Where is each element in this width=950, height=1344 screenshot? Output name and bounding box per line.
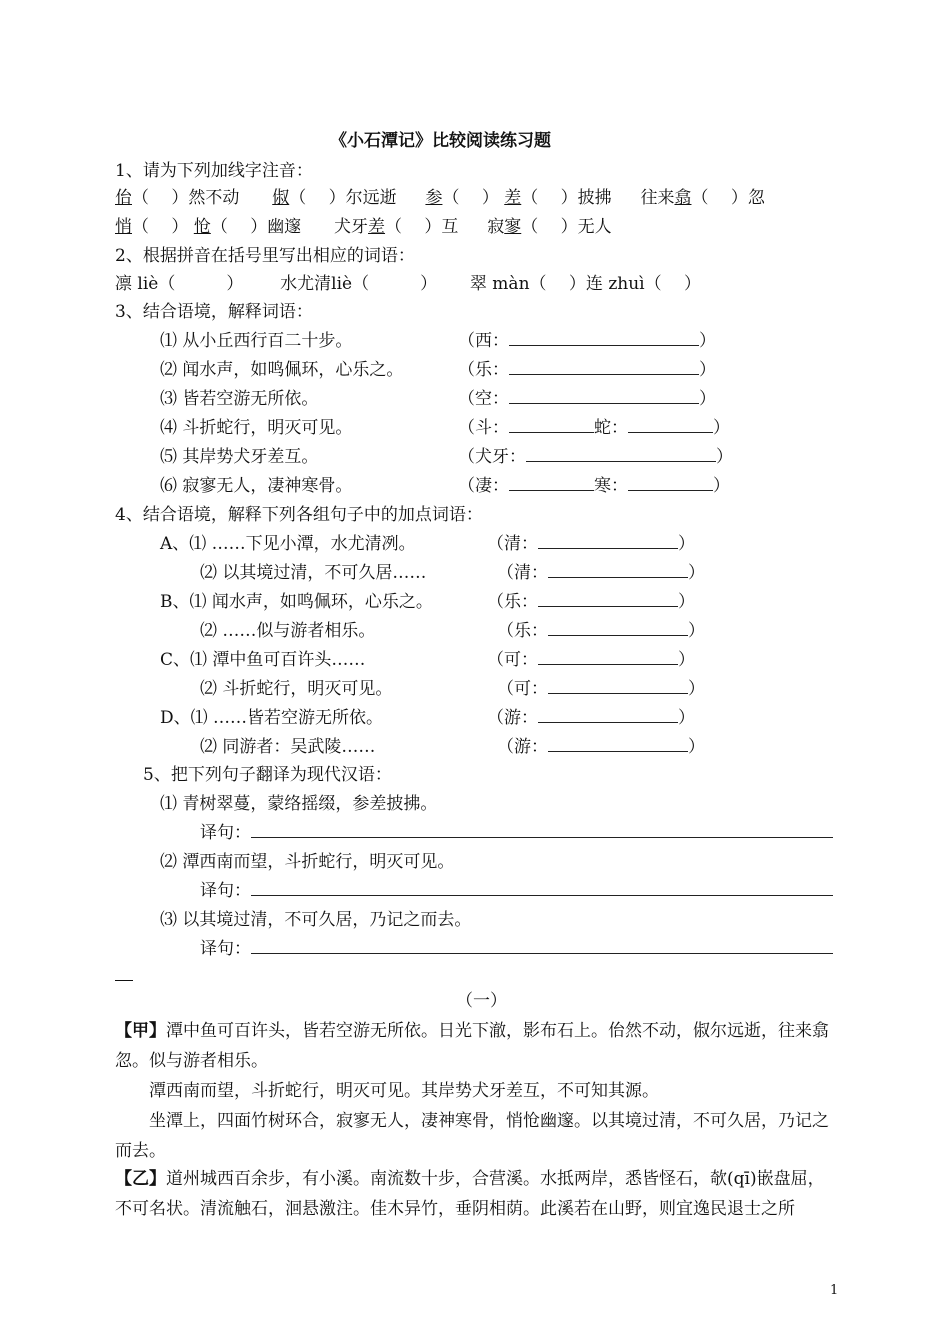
q5-translation: 译句： [200, 822, 833, 844]
passage-jia-1: 【甲】潭中鱼可百许头，皆若空游无所依。日光下澈，影布石上。佁然不动，俶尔远逝，往来翕忽。似与游者相乐。 [115, 1021, 829, 1071]
answer-blank[interactable] [538, 707, 678, 723]
q4-gloss: （清： ） [487, 534, 695, 554]
translation-blank[interactable] [251, 880, 833, 896]
answer-blank[interactable] [538, 649, 678, 665]
q3-sentence: ⑵ 闻水声，如鸣佩环，心乐之。 [160, 360, 404, 380]
q2-item: 水尤清liè（ ） [280, 274, 438, 294]
q1-prompt: 1、请为下列加线字注音： [115, 161, 313, 181]
answer-blank[interactable] [538, 591, 678, 607]
q5-translation: 译句： [200, 880, 833, 902]
answer-blank[interactable] [548, 736, 688, 752]
q1-item: 犬牙差（ ）互 [334, 217, 459, 237]
section-heading: （一） [456, 991, 507, 1011]
q4-prompt: 4、结合语境，解释下列各组句子中的加点词语： [115, 505, 483, 525]
q5-prompt: 5、把下列句子翻译为现代汉语： [143, 765, 392, 785]
q4-gloss: （可： ） [497, 679, 705, 699]
q4-sentence: ⑵ 以其境过清，不可久居…… [200, 563, 427, 583]
q3-gloss: （犬牙： ） [458, 447, 733, 467]
q3-gloss: （凄： 寒： ） [458, 476, 730, 496]
q4-gloss: （游： ） [497, 737, 705, 757]
q1-item: 寂寥（ ）无人 [487, 217, 612, 237]
q1-item: 怆（ ）幽邃 [193, 217, 302, 237]
q2-item: 凛 liè（ ） [115, 274, 244, 294]
q1-item: 佁（ ）然不动 [115, 188, 240, 208]
q4-sentence: ⑵ 同游者：吴武陵…… [200, 737, 376, 757]
q4-gloss: （乐： ） [497, 621, 705, 641]
q4-gloss: （清： ） [497, 563, 705, 583]
q1-item: 俶（ ）尔远逝 [272, 188, 397, 208]
passage-jia-3: 坐潭上，四面竹树环合，寂寥无人，凄神寒骨，悄怆幽邃。以其境过清，不可久居，乃记之而去。 [115, 1111, 829, 1161]
q1-item: 差（ ）披拂 [504, 188, 612, 208]
q4-sentence: ⑵ ……似与游者相乐。 [200, 621, 376, 641]
q3-gloss: （斗： 蛇： ） [458, 418, 730, 438]
divider-dash [115, 980, 133, 981]
q3-gloss: （空： ） [458, 389, 716, 409]
page-title: 《小石潭记》比较阅读练习题 [330, 131, 551, 151]
q5-sentence: ⑶ 以其境过清，不可久居，乃记之而去。 [160, 910, 472, 930]
translation-blank[interactable] [251, 822, 833, 838]
answer-blank[interactable] [628, 475, 713, 491]
answer-blank[interactable] [509, 475, 594, 491]
q1-row1 [115, 187, 765, 209]
answer-blank[interactable] [526, 446, 716, 462]
q4-gloss: （可： ） [487, 650, 695, 670]
answer-blank[interactable] [509, 359, 699, 375]
page-number: 1 [830, 1283, 839, 1298]
q4-sentence: B、⑴ 闻水声，如鸣佩环，心乐之。 [160, 592, 433, 612]
q3-sentence: ⑶ 皆若空游无所依。 [160, 389, 319, 409]
q3-prompt: 3、结合语境，解释词语： [115, 302, 313, 322]
answer-blank[interactable] [538, 533, 678, 549]
q4-sentence: ⑵ 斗折蛇行，明灭可见。 [200, 679, 393, 699]
q1-row2 [115, 216, 612, 238]
q2-item: 翠 màn（ ）连 zhuì（ ） [469, 274, 702, 294]
passage-yi-1: 【乙】道州城西百余步，有小溪。南流数十步，合营溪。水抵两岸，悉皆怪石，欹(qī)嵌盘屈，不可名状。清流触石，洄悬激注。佳木异竹，垂阴相荫。此溪若在山野，则宜逸民退士之所 [115, 1169, 825, 1219]
q3-sentence: ⑹ 寂寥无人，凄神寒骨。 [160, 476, 353, 496]
q4-gloss: （乐： ） [487, 592, 695, 612]
q3-gloss: （乐： ） [458, 360, 716, 380]
q4-sentence: C、⑴ 潭中鱼可百许头…… [160, 650, 366, 670]
answer-blank[interactable] [509, 417, 594, 433]
answer-blank[interactable] [548, 678, 688, 694]
q5-sentence: ⑴ 青树翠蔓，蒙络摇缀，参差披拂。 [160, 794, 438, 814]
q3-sentence: ⑸ 其岸势犬牙差互。 [160, 447, 319, 467]
q4-sentence: A、⑴ ……下见小潭，水尤清冽。 [160, 534, 416, 554]
q1-item: 往来翕（ ）忽 [640, 188, 765, 208]
q5-translation: 译句： [200, 938, 833, 960]
passage-jia-2: 潭西南而望，斗折蛇行，明灭可见。其岸势犬牙差互，不可知其源。 [149, 1081, 659, 1101]
answer-blank[interactable] [548, 562, 688, 578]
q3-sentence: ⑴ 从小丘西行百二十步。 [160, 331, 353, 351]
q1-item: 参（ ） [425, 188, 499, 208]
answer-blank[interactable] [509, 388, 699, 404]
translation-blank[interactable] [251, 938, 833, 954]
q2-row [115, 273, 701, 295]
q4-sentence: D、⑴ ……皆若空游无所依。 [160, 708, 384, 728]
q5-sentence: ⑵ 潭西南而望，斗折蛇行，明灭可见。 [160, 852, 455, 872]
q2-prompt: 2、根据拼音在括号里写出相应的词语： [115, 246, 415, 266]
answer-blank[interactable] [509, 330, 699, 346]
q3-gloss: （西： ） [458, 331, 716, 351]
q1-item: 悄（ ） [115, 217, 189, 237]
answer-blank[interactable] [548, 620, 688, 636]
q4-gloss: （游： ） [487, 708, 695, 728]
answer-blank[interactable] [628, 417, 713, 433]
q3-sentence: ⑷ 斗折蛇行，明灭可见。 [160, 418, 353, 438]
